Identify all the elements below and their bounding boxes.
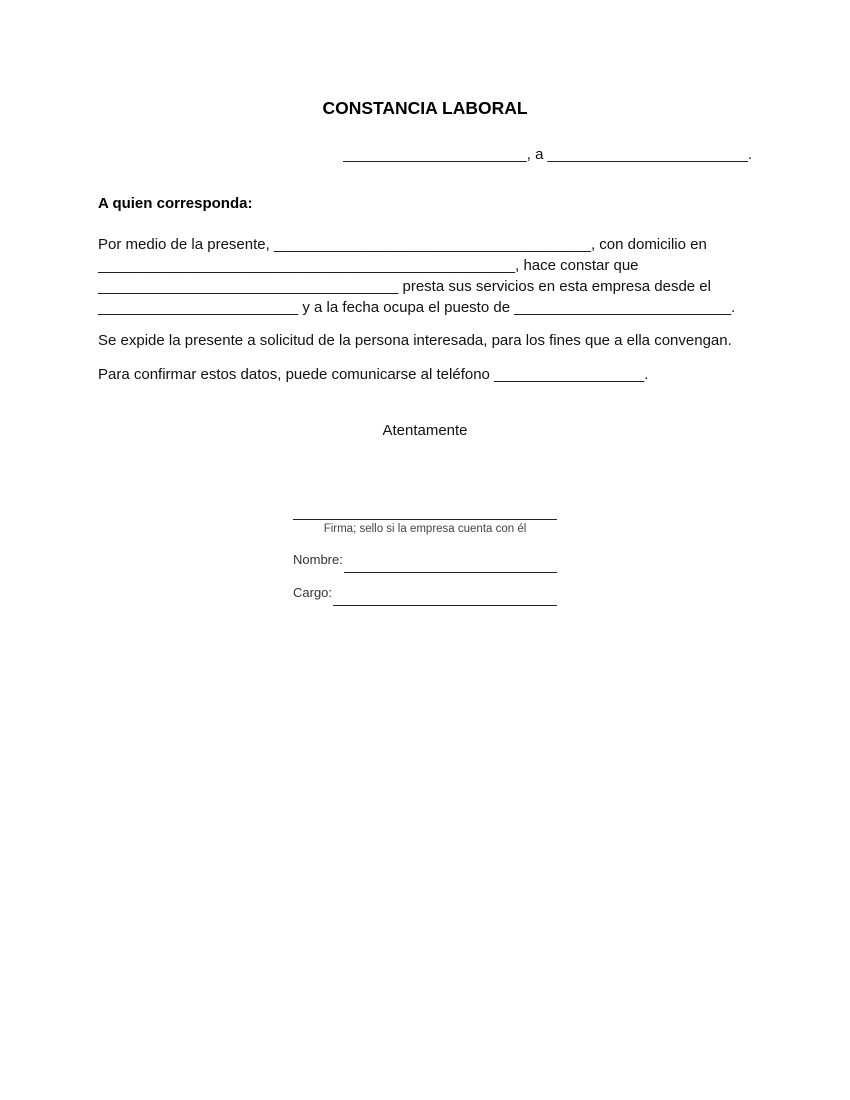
name-label: Nombre: xyxy=(293,552,343,567)
document-title: CONSTANCIA LABORAL xyxy=(322,98,528,118)
body-line-3: ____________________________________ presta sus servicios en esta empresa desde el xyxy=(98,278,711,295)
salutation: A quien corresponda: xyxy=(98,195,253,212)
body-line-4: ________________________ y a la fecha ocupa el puesto de __________________________. xyxy=(98,299,736,316)
closing-text: Atentamente xyxy=(382,422,468,439)
signature-line xyxy=(293,519,557,520)
body-line-1: Por medio de la presente, ______________________________________, con domicilio en xyxy=(98,236,707,253)
position-label: Cargo: xyxy=(293,585,333,600)
body-line-2: __________________________________________________, hace constar que xyxy=(98,257,639,274)
position-line xyxy=(333,605,557,606)
place-and-date-line: ______________________, a ________________________. xyxy=(343,146,752,163)
phone-paragraph: Para confirmar estos datos, puede comunicarse al teléfono __________________. xyxy=(98,366,649,383)
name-line xyxy=(344,572,557,573)
issuance-paragraph: Se expide la presente a solicitud de la persona interesada, para los fines que a ella convengan. xyxy=(98,332,732,349)
signature-caption: Firma; sello si la empresa cuenta con él xyxy=(323,523,527,535)
